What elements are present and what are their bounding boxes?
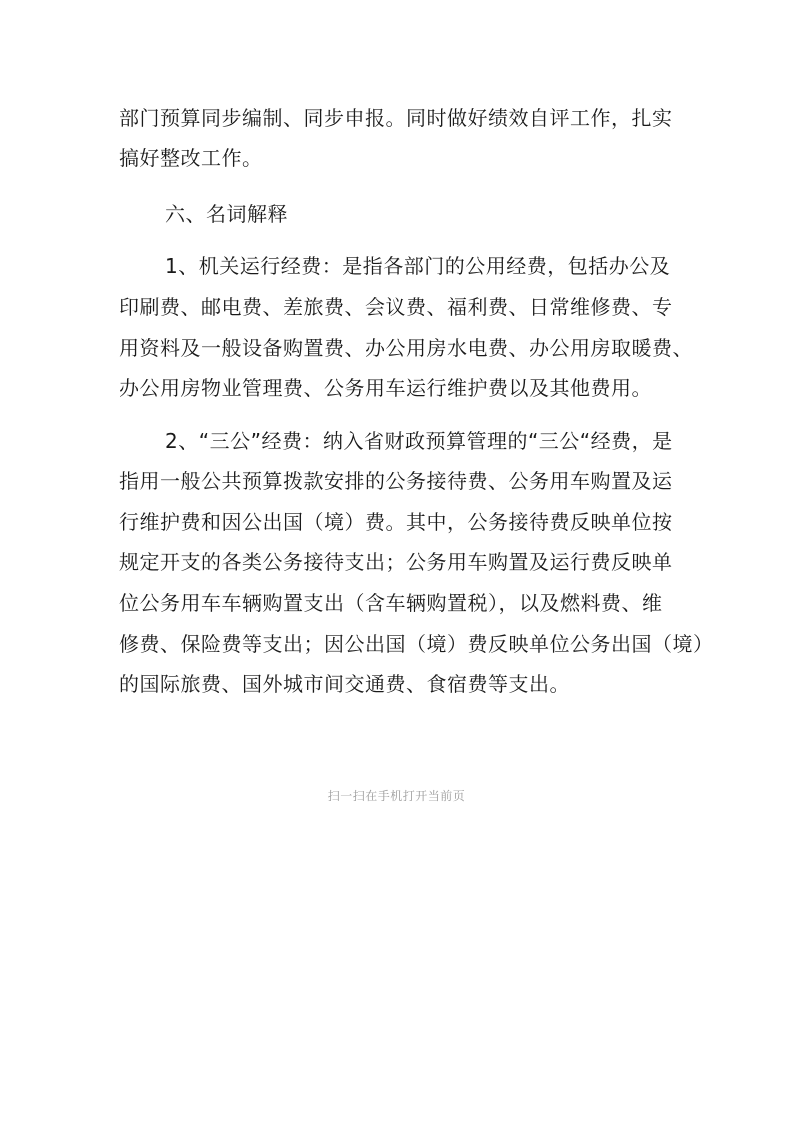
scan-qr-hint[interactable]: 扫一扫在手机打开当前页 xyxy=(327,789,466,803)
intro-line-2: 搞好整改工作。 xyxy=(119,146,263,170)
term2-line-2: 指用一般公共预算拨款安排的公务接待费、公务用车购置及运 xyxy=(119,469,673,493)
term1-line-2: 印刷费、邮电费、差旅费、会议费、福利费、日常维修费、专 xyxy=(119,295,673,319)
term1-line-3: 用资料及一般设备购置费、办公用房水电费、办公用房取暖费、 xyxy=(119,336,693,360)
term1-line-4: 办公用房物业管理费、公务用车运行维护费以及其他费用。 xyxy=(119,376,652,400)
term2-line-6: 修费、保险费等支出；因公出国（境）费反映单位公务出国（境） xyxy=(119,632,714,656)
intro-line-1: 部门预算同步编制、同步申报。同时做好绩效自评工作，扎实 xyxy=(119,106,673,130)
term2-line-4: 规定开支的各类公务接待支出；公务用车购置及运行费反映单 xyxy=(119,550,673,574)
term2-line-7: 的国际旅费、国外城市间交通费、食宿费等支出。 xyxy=(119,672,570,696)
term2-line-1: 2、“三公”经费：纳入省财政预算管理的“三公“经费，是 xyxy=(165,429,673,453)
term2-line-3: 行维护费和因公出国（境）费。其中，公务接待费反映单位按 xyxy=(119,510,673,534)
term1-line-1: 1、机关运行经费：是指各部门的公用经费，包括办公及 xyxy=(165,254,671,278)
term2-line-5: 位公务用车车辆购置支出（含车辆购置税），以及燃料费、维 xyxy=(119,591,663,615)
section-heading: 六、名词解释 xyxy=(165,202,288,226)
